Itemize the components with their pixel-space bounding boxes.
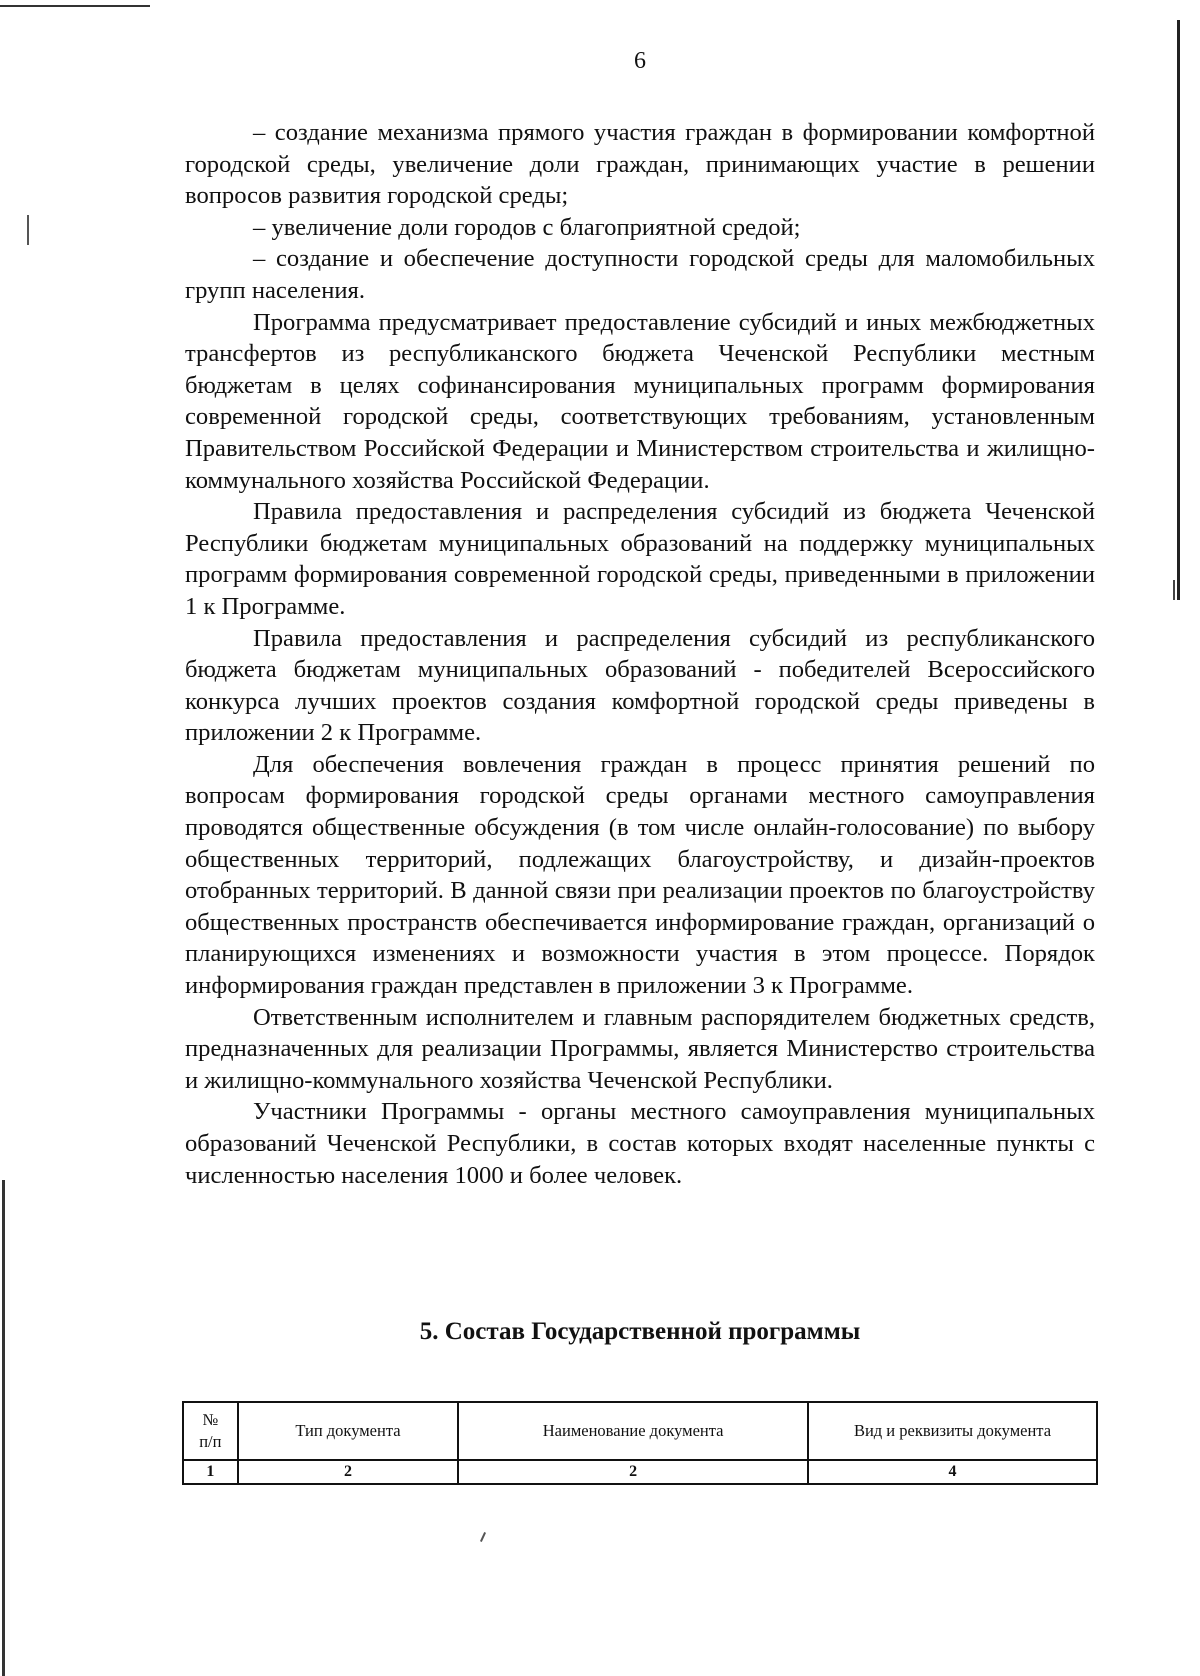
paragraph-public-involvement: Для обеспечения вовлечения граждан в процесс принятия решений по вопросам формирования городской среды органами местного самоуправления проводятся общественные обсуждения (в том числе онлайн-голосование) по выбору общественных территорий, подлежащих благоустройству, и дизайн-проектов отобранных территорий. В данной связи при реализации проектов по благоустройству общественных пространств обеспечивается информирование граждан, организаций о планирующихся изменениях и возможности участия в этом процессе. Порядок информирования граждан представлен в приложении 3 к Программе. <box>185 750 1095 1000</box>
table-cell: 4 <box>808 1460 1097 1484</box>
table-cell: 2 <box>458 1460 808 1484</box>
scan-artifact-right-mark <box>1173 580 1175 600</box>
scan-artifact-top-line <box>0 5 150 7</box>
header-document-name: Наименование документа <box>458 1402 808 1460</box>
page-number: 6 <box>634 48 646 74</box>
paragraph-rules-appendix-2: Правила предоставления и распределения субсидий из республиканского бюджета бюджетам муниципальных образований - победителей Всероссийского конкурса лучших проектов создания комфортной городской среды приведены в приложении 2 к Программе. <box>185 624 1095 747</box>
scan-artifact-right-edge <box>1177 20 1180 600</box>
header-document-type: Тип документа <box>238 1402 459 1460</box>
paragraph-bullet-3: – создание и обеспечение доступности городской среды для маломобильных групп населения. <box>185 245 1095 304</box>
paragraph-bullet-2: – увеличение доли городов с благоприятной средой; <box>253 213 801 241</box>
scan-artifact-left-edge <box>2 1180 5 1676</box>
table-cell: 1 <box>183 1460 238 1484</box>
paragraph-program-subsidies: Программа предусматривает предоставление субсидий и иных межбюджетных трансфертов из республиканского бюджета Чеченской Республики местным бюджетам в целях софинансирования муниципальных программ формирования современной городской среды, соответствующих требованиям, установленным Правительством Российской Федерации и Министерством строительства и жилищно-коммунального хозяйства Российской Федерации. <box>185 308 1095 494</box>
paragraph-bullet-1: – создание механизма прямого участия граждан в формировании комфортной городской среды, увеличение доли граждан, принимающих участие в решении вопросов развития городской среды; <box>185 119 1095 210</box>
scan-artifact-bottom-mark <box>480 1532 486 1542</box>
header-number-symbol: № <box>202 1410 219 1429</box>
document-body <box>185 117 1095 1191</box>
paragraph-participants: Участники Программы - органы местного самоуправления муниципальных образований Чеченской Республики, в состав которых входят населенные пункты с численностью населения 1000 и более человек. <box>185 1098 1095 1189</box>
table-row <box>183 1460 1097 1484</box>
header-number <box>183 1402 238 1460</box>
paragraph-rules-appendix-1: Правила предоставления и распределения субсидий из бюджета Чеченской Республики бюджетам муниципальных образований на поддержку муниципальных программ формирования современной городской среды, приведенными в приложении 1 к Программе. <box>185 498 1095 620</box>
scan-artifact-left-mark <box>27 215 29 245</box>
table-header-row <box>183 1402 1097 1460</box>
table-cell: 2 <box>238 1460 459 1484</box>
program-composition-table <box>182 1401 1098 1485</box>
header-document-kind: Вид и реквизиты документа <box>808 1402 1097 1460</box>
header-number-pp: п/п <box>199 1432 222 1451</box>
paragraph-responsible-executor: Ответственным исполнителем и главным распорядителем бюджетных средств, предназначенных для реализации Программы, является Министерство строительства и жилищно-коммунального хозяйства Чеченской Республики. <box>185 1003 1095 1094</box>
section-title: 5. Состав Государственной программы <box>419 1318 861 1345</box>
